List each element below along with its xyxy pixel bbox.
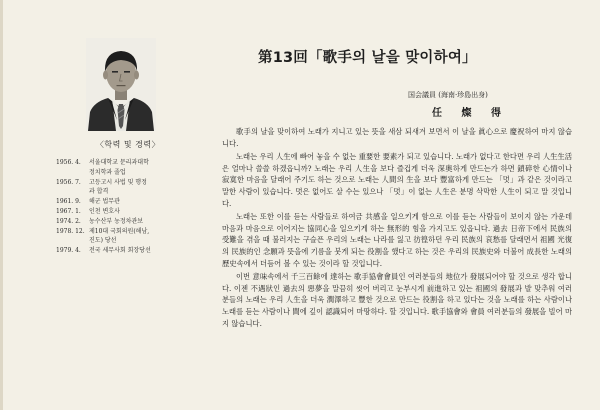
profile-desc: 서울대학교 문리과대학 [89,159,149,166]
profile-heading: 〈학력 및 경력〉 [95,140,161,149]
profile-desc: 해군 법무관 [89,198,120,206]
page-fold [0,0,3,410]
profile-entry [56,236,208,246]
profile-desc: 고등고시 사법 및 행정 [89,178,147,186]
profile-year: 1956. 7. [56,178,81,186]
profile-entry [56,187,208,197]
profile-desc: 전국 세무사회 회장당선 [89,247,151,255]
article-paragraph: 노래는 우리 人生에 빠어 놓을 수 없는 重要한 要素가 되고 있습니다. 노래가 없다고 한다면 우리 人生生活은 얼마나 쓸쓸 하겠읍니까? 노래는 우리 人生을 보다 즐겁게 더욱 深奧하게 만드는가 하면 鎖碎한 心情이나 寂寞한 마음을 달래어 주기도 하는 것으로 노래는 人間의 生을 보다 豐富하게 만드는 「멋」과 같은 것이라고 말한 사람이 있습니다. 멋은 없어도 살 수는 있으나 「멋」이 없는 人生은 분명 삭막한 人生이 되고 말 것입니다. [222,152,572,208]
article-paragraph: 歌手의 날을 맞이하여 노래가 지니고 있는 뜻을 새삼 되새겨 보면서 이 날을 眞心으로 慶祝하여 마지 않습니다. [222,127,572,148]
profile-year [56,236,89,246]
portrait-photo-drawing [86,38,156,131]
profile-entry [56,217,208,227]
profile-desc: 제10대 국회의원(해남, [89,227,150,235]
profile-entry [56,158,208,168]
article-title: 第13回「歌手의 날을 맞이하여」 [258,50,477,66]
profile-year: 1967. 1. [56,207,81,215]
article-paragraph: 노래는 또한 이를 듣는 사람들로 하여금 共感을 일으키게 함으로 이를 듣는 사람들이 보이지 않는 가운데 마음과 마음으로 이어지는 協同心을 일으키게 하는 無形的 힘을 가지고도 있읍니다. 過去 日帝下에서 民族의 受難을 겪을 때 불러지는 구슬픈 우리의 노래는 나라를 잃고 彷徨하던 우리 民族의 哀愁를 달래면서 祖國 光復의 民族的인 念願과 뜻을에 기름을 붓게 되는 役割을 했다고 하는 것은 우리의 民族史와 더불어 成長한 노래의 歷史속에서 더듬어 볼 수 있는 것이라 할 것입니다. [222,212,572,268]
profile-entry [56,246,208,256]
profile-desc: 인천 변호사 [89,207,120,215]
profile-list [56,158,208,256]
portrait-photo [86,38,156,131]
profile-entry [56,168,208,178]
article-paragraph: 이번 意味속에서 千三百餘에 達하는 歌手協會會員인 여러분들의 地位가 發展되어야 할 것으로 생각 합니다. 이젠 不遇狀인 過去의 惡夢을 말끔히 씻어 버리고 눈부시게 前進하고 있는 祖國의 發展과 발 맞추워 여러분들의 노래는 우리 人生을 더욱 潤澤하고 豐한 것으로 만드는 役割을 하고 있다는 것을 노래를 하는 사람이나 노래를 듣는 사람이나 間에 깊이 認識되어 마땅하다. 할 것입니다. 歌手協會와 會員 여러분들의 發展을 빌어 마지 않습니다. [222,272,572,328]
profile-desc: 정치학과 졸업 [89,168,126,176]
profile-year: 1956. 4. [56,159,81,166]
article-body [222,126,572,331]
profile-year: 1979. 4. [56,247,81,255]
profile-year [56,168,89,178]
profile-entry [56,207,208,217]
profile-entry [56,178,208,188]
profile-year: 1978. 12. [56,227,85,235]
profile-desc: 과 합격 [89,188,109,196]
profile-desc: 농수산부 농정차관보 [89,217,144,225]
profile-year: 1961. 9. [56,198,81,206]
profile-entry [56,227,208,237]
profile-entry [56,197,208,207]
profile-desc: 진도) 당선 [89,237,117,245]
author-name: 任 燦 得 [432,108,509,119]
profile-year: 1974. 2. [56,217,81,225]
author-role: 国会議員 (海南·珍島出身) [408,91,488,99]
profile-year [56,187,89,197]
